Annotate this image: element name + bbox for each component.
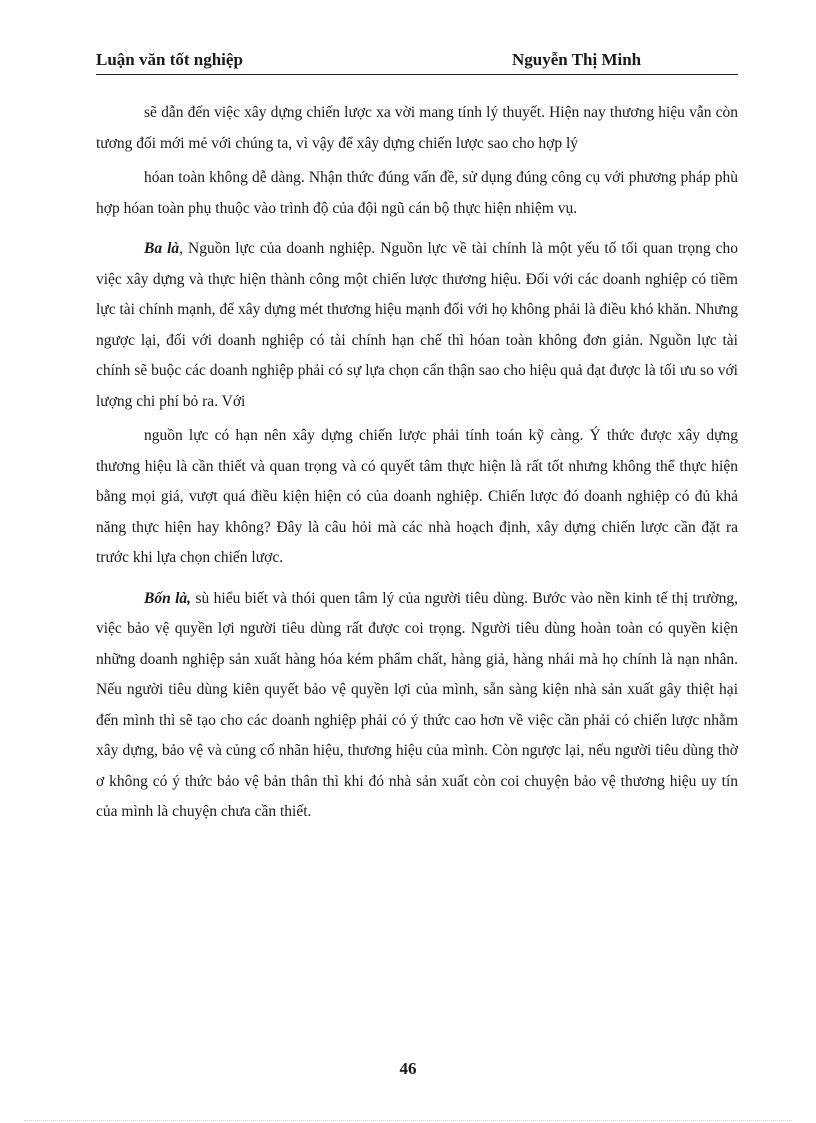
paragraph-4 [96,421,738,574]
paragraph-3 [96,234,738,417]
paragraph-5 [96,584,738,828]
paragraph-1 [96,98,738,159]
paragraph-lead: Ba là [144,240,180,257]
paragraph-2 [96,163,738,224]
paragraph-text: nguồn lực có hạn nên xây dựng chiến lược phải tính toán kỹ càng. Ý thức được xây dựng thương hiệu là cần thiết và quan trọng và có quyết tâm thực hiện là rất tốt nhưng không thể thực hiện bằng mọi giá, vượt quá điều kiện hiện có của doanh nghiệp. Chiến lược đó doanh nghiệp có đủ khả năng thực hiện hay không? Đây là câu hỏi mà các nhà hoạch định, xây dựng chiến lược cần đặt ra trước khi lựa chọn chiến lược. [96,427,738,566]
page-number: 46 [399,1059,417,1078]
header-thesis-title: Luận văn tốt nghiệp [96,50,243,69]
page-bottom-divider [24,1120,792,1121]
header-author-name: Nguyễn Thị Minh [512,50,642,69]
paragraph-text: sẽ dẫn đến việc xây dựng chiến lược xa vời mang tính lý thuyết. Hiện nay thương hiệu vẫn còn tương đối mới mẻ với chúng ta, vì vậy để xây dựng chiến lược sao cho hợp lý [96,104,738,152]
running-header [96,48,738,75]
body-text [96,98,738,828]
paragraph-text: , Nguồn lực của doanh nghiệp. Nguồn lực về tài chính là một yếu tố tối quan trọng cho việc xây dựng và thực hiện thành công một chiến lược thương hiệu. Đối với các doanh nghiệp có tiềm lực tài chính mạnh, để xây dựng mét thương hiệu mạnh đối với họ không phải là điều khó khăn. Nhưng ngược lại, đối với doanh nghiệp có tài chính hạn chế thì hóan toàn không đơn giản. Nguồn lực tài chính sẽ buộc các doanh nghiệp phải có sự lựa chọn cẩn thận sao cho hiệu quả đạt được là tối ưu so với lượng chi phí bỏ ra. Với [96,240,738,410]
paragraph-text: sù hiểu biết và thói quen tâm lý của người tiêu dùng. Bước vào nền kinh tế thị trường, việc bảo vệ quyền lợi người tiêu dùng rất được coi trọng. Người tiêu dùng hoàn toàn có quyền kiện những doanh nghiệp sản xuất hàng hóa kém phẩm chất, hàng giả, hàng nhái mà họ chính là nạn nhân. Nếu người tiêu dùng kiên quyết bảo vệ quyền lợi của mình, sẵn sàng kiện nhà sản xuất gây thiệt hại đến mình thì sẽ tạo cho các doanh nghiệp phải có ý thức cao hơn về việc cần phải có chiến lược nhằm xây dựng, bảo vệ và củng cố nhãn hiệu, thương hiệu của mình. Còn ngược lại, nếu người tiêu dùng thờ ơ không có ý thức bảo vệ bản thân thì khi đó nhà sản xuất còn coi chuyện bảo vệ thương hiệu uy tín của mình là chuyện chưa cần thiết. [96,589,738,820]
paragraph-text: hóan toàn không dễ dàng. Nhận thức đúng vấn đề, sử dụng đúng công cụ với phương pháp phù hợp hóan toàn phụ thuộc vào trình độ của đội ngũ cán bộ thực hiện nhiệm vụ. [96,169,738,217]
paragraph-lead: Bốn là, [144,589,192,607]
